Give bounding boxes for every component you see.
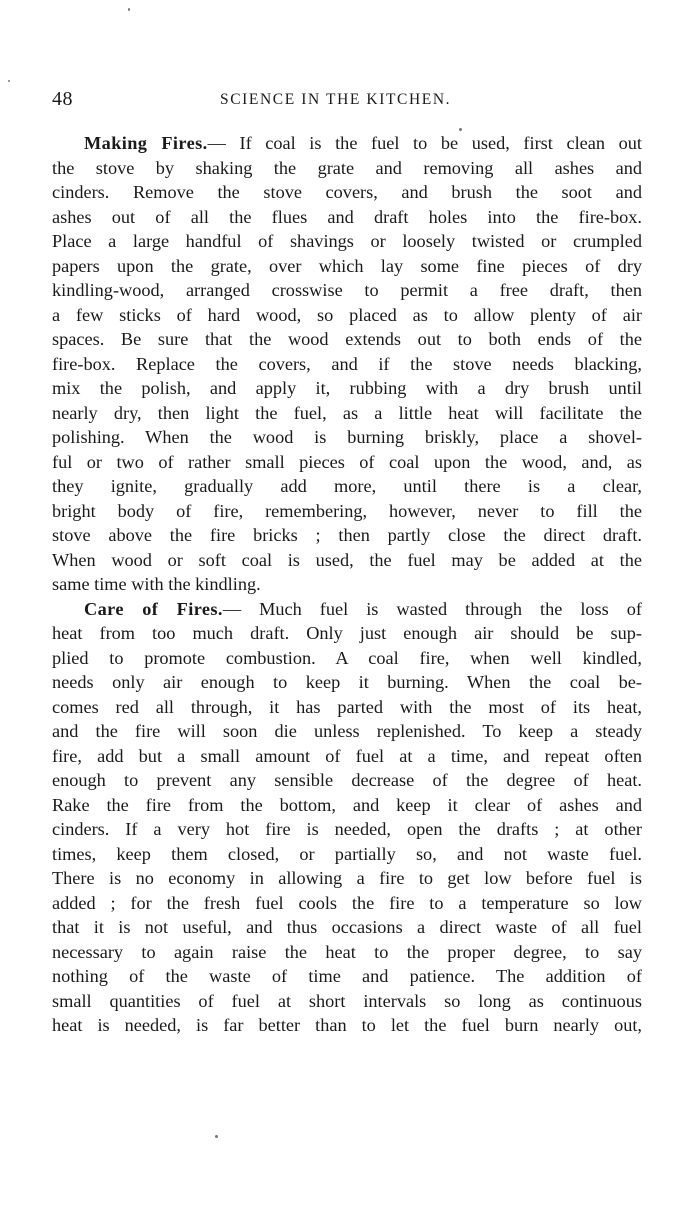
text-run: — If coal is the fuel to be used, first clean out — [207, 133, 642, 153]
text-line: mix the polish, and apply it, rubbing with a dry brush until — [52, 378, 642, 398]
text-line: and the fire will soon die unless replenished. To keep a steady — [52, 721, 642, 741]
print-speck — [8, 80, 10, 82]
page-header — [52, 88, 642, 116]
text-line: spaces. Be sure that the wood extends out to both ends of the — [52, 329, 642, 349]
text-line: small quantities of fuel at short intervals so long as continuous — [52, 990, 642, 1011]
text-line: Rake the fire from the bottom, and keep it clear of ashes and — [52, 794, 642, 815]
text-line: stove above the fire bricks ; then partly close the direct draft. — [52, 525, 642, 545]
text-line: When wood or soft coal is used, the fuel may be added at the — [52, 549, 642, 570]
text-line: heat from too much draft. Only just enough air should be sup- — [52, 623, 642, 643]
text-line: added ; for the fresh fuel cools the fire to a temperature so low — [52, 892, 642, 913]
text-line: ful or two of rather small pieces of coal upon the wood, and, as — [52, 451, 642, 472]
text-line: fire, add but a small amount of fuel at a time, and repeat often — [52, 745, 642, 766]
paragraph-making-fires — [52, 131, 642, 597]
text-line: fire-box. Replace the covers, and if the stove needs blacking, — [52, 353, 642, 374]
text-line: papers upon the grate, over which lay some fine pieces of dry — [52, 255, 642, 276]
text-line — [52, 131, 642, 156]
paragraph-heading: Care of Fires. — [84, 598, 223, 619]
text-line: nearly dry, then light the fuel, as a little heat will facilitate the — [52, 402, 642, 423]
text-line: There is no economy in allowing a fire to get low before fuel is — [52, 868, 642, 888]
text-line: the stove by shaking the grate and removing all ashes and — [52, 157, 642, 178]
body-text — [52, 131, 642, 1038]
text-line: comes red all through, it has parted with the most of its heat, — [52, 696, 642, 717]
text-line: necessary to again raise the heat to the proper degree, to say — [52, 941, 642, 962]
text-line: enough to prevent any sensible decrease of the degree of heat. — [52, 770, 642, 790]
text-line: cinders. If a very hot fire is needed, open the drafts ; at other — [52, 819, 642, 839]
text-line: polishing. When the wood is burning briskly, place a shovel- — [52, 427, 642, 447]
text-run: — Much fuel is wasted through the loss of — [222, 598, 642, 619]
text-line: they ignite, gradually add more, until there is a clear, — [52, 476, 642, 496]
text-line: a few sticks of hard wood, so placed as to allow plenty of air — [52, 304, 642, 325]
print-speck — [215, 1135, 218, 1138]
text-line: same time with the kindling. — [52, 574, 261, 594]
paragraph-heading: Making Fires. — [84, 133, 208, 153]
text-line: Place a large handful of shavings or loosely twisted or crumpled — [52, 231, 642, 251]
text-line: plied to promote combustion. A coal fire, when well kindled, — [52, 647, 642, 668]
text-line: nothing of the waste of time and patience. The addition of — [52, 966, 642, 986]
running-head: SCIENCE IN THE KITCHEN. — [220, 91, 452, 108]
text-line — [52, 597, 642, 622]
text-line: needs only air enough to keep it burning. When the coal be- — [52, 672, 642, 692]
page-number: 48 — [52, 88, 73, 110]
text-line: heat is needed, is far better than to let the fuel burn nearly out, — [52, 1015, 642, 1035]
text-line: kindling-wood, arranged crosswise to permit a free draft, then — [52, 280, 642, 300]
text-line: that it is not useful, and thus occasions a direct waste of all fuel — [52, 917, 642, 937]
print-speck — [128, 8, 130, 11]
text-line: bright body of fire, remembering, however, never to fill the — [52, 500, 642, 521]
text-line: cinders. Remove the stove covers, and brush the soot and — [52, 182, 642, 202]
text-line: times, keep them closed, or partially so, and not waste fuel. — [52, 843, 642, 864]
paragraph-care-of-fires — [52, 597, 642, 1038]
text-line: ashes out of all the flues and draft holes into the fire-box. — [52, 206, 642, 227]
